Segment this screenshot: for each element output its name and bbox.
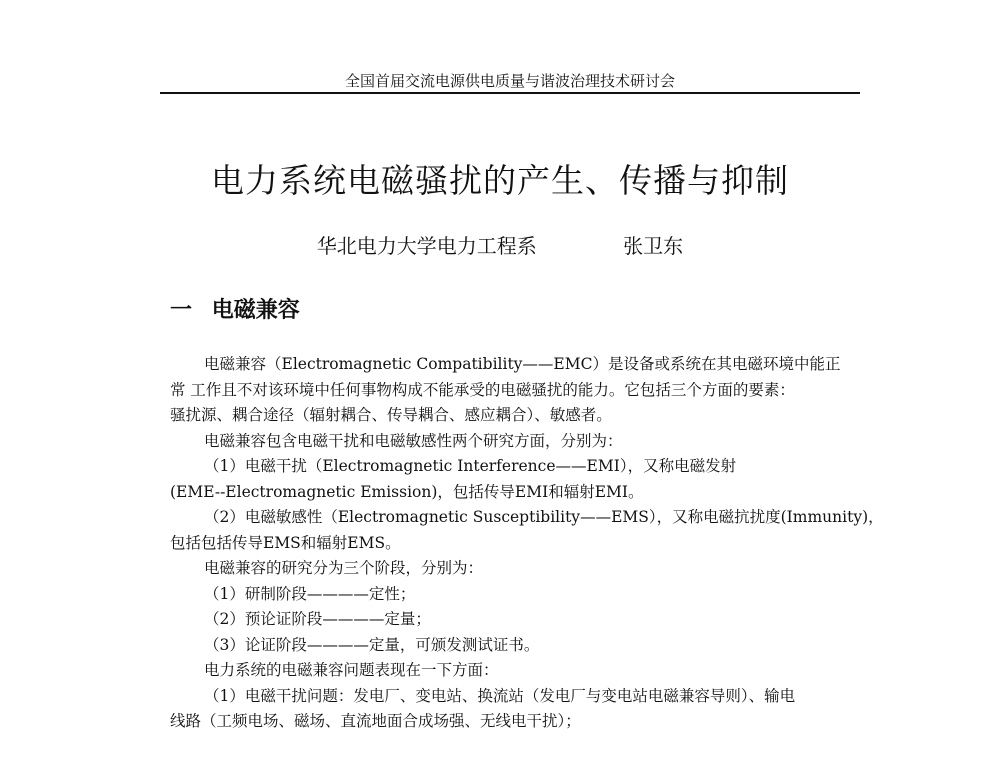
list-item-line: （2）预论证阶段————定量； [204, 610, 431, 628]
paragraph-line: 电磁兼容（Electromagnetic Compatibility——EMC）是设备或系统在其电磁环境中能正 [204, 355, 841, 373]
list-item-line: （2）电磁敏感性（Electromagnetic Susceptibility——EMS），又称电磁抗扰度(Immunity)， [204, 508, 884, 526]
paper-title: 电力系统电磁骚扰的产生、传播与抑制 [211, 161, 789, 200]
header-rule [160, 92, 860, 94]
section-title: 电磁兼容 [211, 297, 300, 323]
paragraph-line: 骚扰源、耦合途径（辐射耦合、传导耦合、感应耦合）、敏感者。 [170, 406, 612, 424]
author-affiliation: 华北电力大学电力工程系 [316, 234, 537, 258]
list-item-line: 线路（工频电场、磁场、直流地面合成场强、无线电干扰）； [170, 712, 581, 730]
running-header: 全国首届交流电源供电质量与谐波治理技术研讨会 [344, 72, 675, 90]
paragraph-line: 电磁兼容的研究分为三个阶段，分别为： [204, 559, 484, 577]
paragraph-line: 常 工作且不对该环境中任何事物构成不能承受的电磁骚扰的能力。它包括三个方面的要素： [170, 380, 795, 399]
section-number: 一 [170, 297, 193, 323]
list-item-line: （3）论证阶段————定量，可颁发测试证书。 [204, 635, 540, 654]
list-item-line: (EME--Electromagnetic Emission)，包括传导EMI和辐射EMI。 [170, 482, 644, 501]
body-text [170, 352, 884, 735]
list-item-line: （1）研制阶段————定性； [204, 584, 416, 603]
list-item-line: 包括包括传导EMS和辐射EMS。 [170, 533, 401, 552]
paragraph-line: 电磁兼容包含电磁干扰和电磁敏感性两个研究方面，分别为： [204, 431, 623, 450]
author-name: 张卫东 [623, 234, 684, 258]
section-heading [170, 293, 300, 324]
paragraph-line: 电力系统的电磁兼容问题表现在一下方面： [204, 661, 499, 679]
list-item-line: （1）电磁干扰（Electromagnetic Interference——EMI），又称电磁发射 [204, 457, 737, 475]
byline [0, 230, 1000, 259]
list-item-line: （1）电磁干扰问题：发电厂、变电站、换流站（发电厂与变电站电磁兼容导则）、输电 [204, 686, 796, 705]
